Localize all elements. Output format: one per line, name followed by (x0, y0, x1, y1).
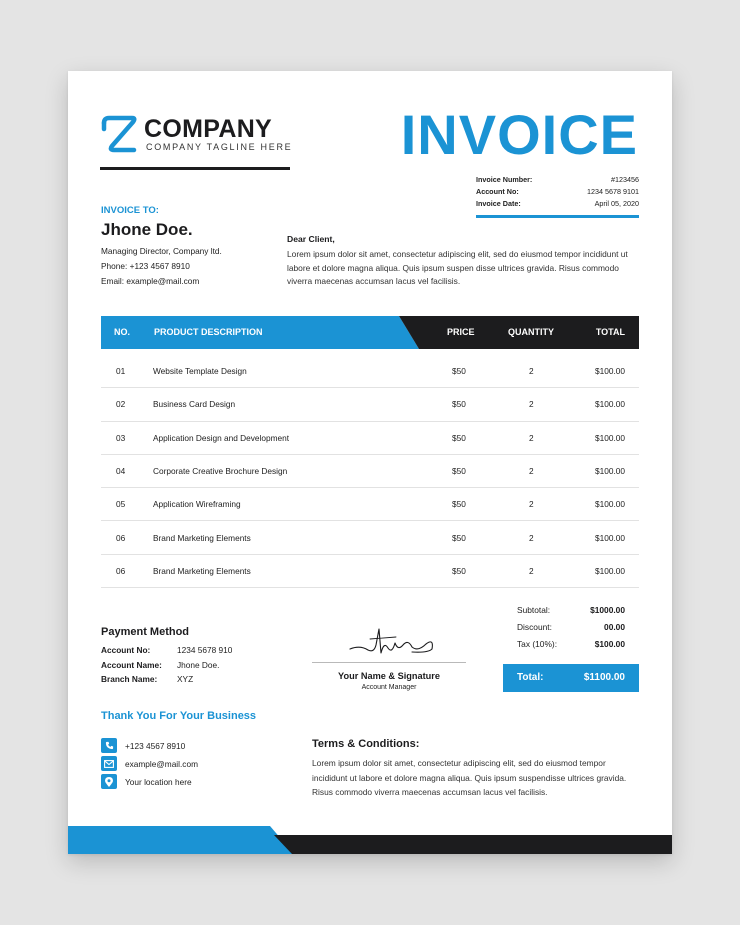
row-no: 01 (116, 366, 126, 376)
row-total: $100.00 (595, 532, 625, 543)
account-no-value: 1234 5678 910 (177, 645, 233, 655)
table-row (101, 421, 639, 455)
logo-divider (100, 167, 290, 170)
company-name: COMPANY (144, 115, 273, 143)
company-tagline: COMPANY TAGLINE HERE (146, 142, 293, 152)
row-total: $100.00 (595, 499, 625, 510)
table-header (101, 316, 639, 349)
meta-value: #123456 (611, 175, 639, 184)
row-quantity: 2 (529, 366, 534, 376)
signature-name: Your Name & Signature (338, 671, 440, 681)
row-total: $100.00 (595, 565, 625, 576)
row-price: $50 (452, 465, 466, 476)
invoice-to-label: INVOICE TO: (101, 205, 159, 216)
col-description: PRODUCT DESCRIPTION (154, 327, 263, 337)
client-name: Jhone Doe. (101, 220, 193, 239)
row-quantity: 2 (529, 432, 534, 443)
row-no: 06 (116, 565, 126, 576)
meta-label: Invoice Number: (476, 175, 533, 184)
row-description: Website Template Design (153, 366, 247, 376)
email-icon (101, 756, 117, 771)
account-no-row (476, 186, 639, 198)
company-logo-icon (100, 115, 138, 155)
table-row (101, 521, 639, 555)
meta-value: April 05, 2020 (594, 199, 639, 208)
row-price: $50 (452, 532, 466, 543)
row-no: 04 (116, 465, 126, 476)
row-description: Business Card Design (153, 399, 236, 410)
greeting-salutation: Dear Client, (287, 234, 335, 244)
row-price: $50 (452, 399, 466, 410)
greeting-body: Lorem ipsum dolor sit amet, consectetur adipiscing elit, sed do eiusmod tempor incididunt ut labore et dolore magna aliqua. Quis ipsum suspen disse ultrices gravida. Risus commodo viverra maecenas accumsan lacus vel facilisis. (287, 249, 628, 286)
footer-blue-band (68, 826, 294, 854)
branch-name-value: XYZ (177, 674, 194, 684)
contact-location: Your location here (125, 777, 192, 787)
meta-label: Invoice Date: (476, 199, 521, 208)
client-position: Managing Director, Company ltd. (101, 246, 222, 256)
row-total: $100.00 (595, 432, 625, 443)
row-total: $100.00 (595, 399, 625, 410)
client-phone: Phone: +123 4567 8910 (101, 261, 190, 271)
col-no: NO. (114, 327, 131, 337)
account-name-value: Jhone Doe. (177, 660, 220, 670)
payment-method-title: Payment Method (101, 626, 190, 638)
invoice-number-row (476, 174, 639, 186)
location-icon (101, 774, 117, 789)
signature-role: Account Manager (361, 684, 417, 691)
row-price: $50 (452, 366, 466, 376)
row-price: $50 (452, 432, 466, 443)
table-row (101, 354, 639, 388)
row-description: Corporate Creative Brochure Design (153, 465, 288, 476)
col-quantity: QUANTITY (508, 327, 554, 337)
terms-body: Lorem ipsum dolor sit amet, consectetur adipiscing elit, sed do eiusmod tempor incididunt ut labore et dolore magna aliqua. Quis ipsum suspendisse ultrices gravida. Risus commodo viverra maecenas accumsan lacus vel facilisis. (312, 758, 627, 797)
row-description: Brand Marketing Elements (153, 565, 251, 576)
account-no-label: Account No: (101, 645, 151, 655)
table-row (101, 454, 639, 488)
row-no: 03 (116, 432, 126, 443)
table-row (101, 554, 639, 588)
subtotal-value: $1000.00 (590, 605, 625, 615)
invoice-date-row (476, 198, 639, 210)
row-total: $100.00 (595, 465, 625, 476)
row-quantity: 2 (529, 499, 534, 510)
discount-label: Discount: (517, 622, 552, 632)
total-label: Total: (517, 672, 544, 683)
signature-line (312, 662, 466, 663)
footer-dark-band (274, 835, 672, 854)
row-quantity: 2 (529, 565, 534, 576)
meta-label: Account No: (476, 187, 519, 196)
terms-title: Terms & Conditions: (312, 738, 420, 750)
row-quantity: 2 (529, 532, 534, 543)
account-name-label: Account Name: (101, 660, 162, 670)
row-quantity: 2 (529, 399, 534, 410)
row-total: $100.00 (595, 366, 625, 376)
col-total: TOTAL (595, 327, 625, 337)
row-price: $50 (452, 499, 466, 510)
thank-you-heading: Thank You For Your Business (101, 710, 257, 722)
row-description: Application Design and Development (153, 432, 290, 443)
client-email: Email: example@mail.com (101, 276, 200, 286)
tax-label: Tax (10%): (517, 639, 558, 649)
subtotal-label: Subtotal: (517, 605, 551, 615)
tax-value: $100.00 (594, 639, 625, 649)
grand-total-box (503, 664, 639, 692)
signature-scribble (348, 623, 438, 663)
contact-email: example@mail.com (125, 759, 198, 769)
invoice-title: INVOICE (400, 103, 638, 166)
invoice-page (68, 71, 672, 854)
total-value: $1100.00 (583, 672, 625, 683)
discount-value: 00.00 (604, 622, 625, 632)
meta-value: 1234 5678 9101 (587, 187, 639, 196)
row-no: 05 (116, 499, 126, 510)
row-no: 06 (116, 532, 126, 543)
row-no: 02 (116, 399, 126, 410)
row-description: Application Wireframing (153, 499, 241, 510)
contact-phone: +123 4567 8910 (125, 741, 186, 751)
row-quantity: 2 (529, 465, 534, 476)
table-row (101, 387, 639, 421)
invoice-meta (476, 174, 639, 210)
col-price: PRICE (447, 327, 475, 337)
row-price: $50 (452, 565, 466, 576)
table-row (101, 487, 639, 521)
meta-divider (476, 215, 639, 218)
branch-name-label: Branch Name: (101, 674, 158, 684)
phone-icon (101, 738, 117, 753)
row-description: Brand Marketing Elements (153, 532, 251, 543)
